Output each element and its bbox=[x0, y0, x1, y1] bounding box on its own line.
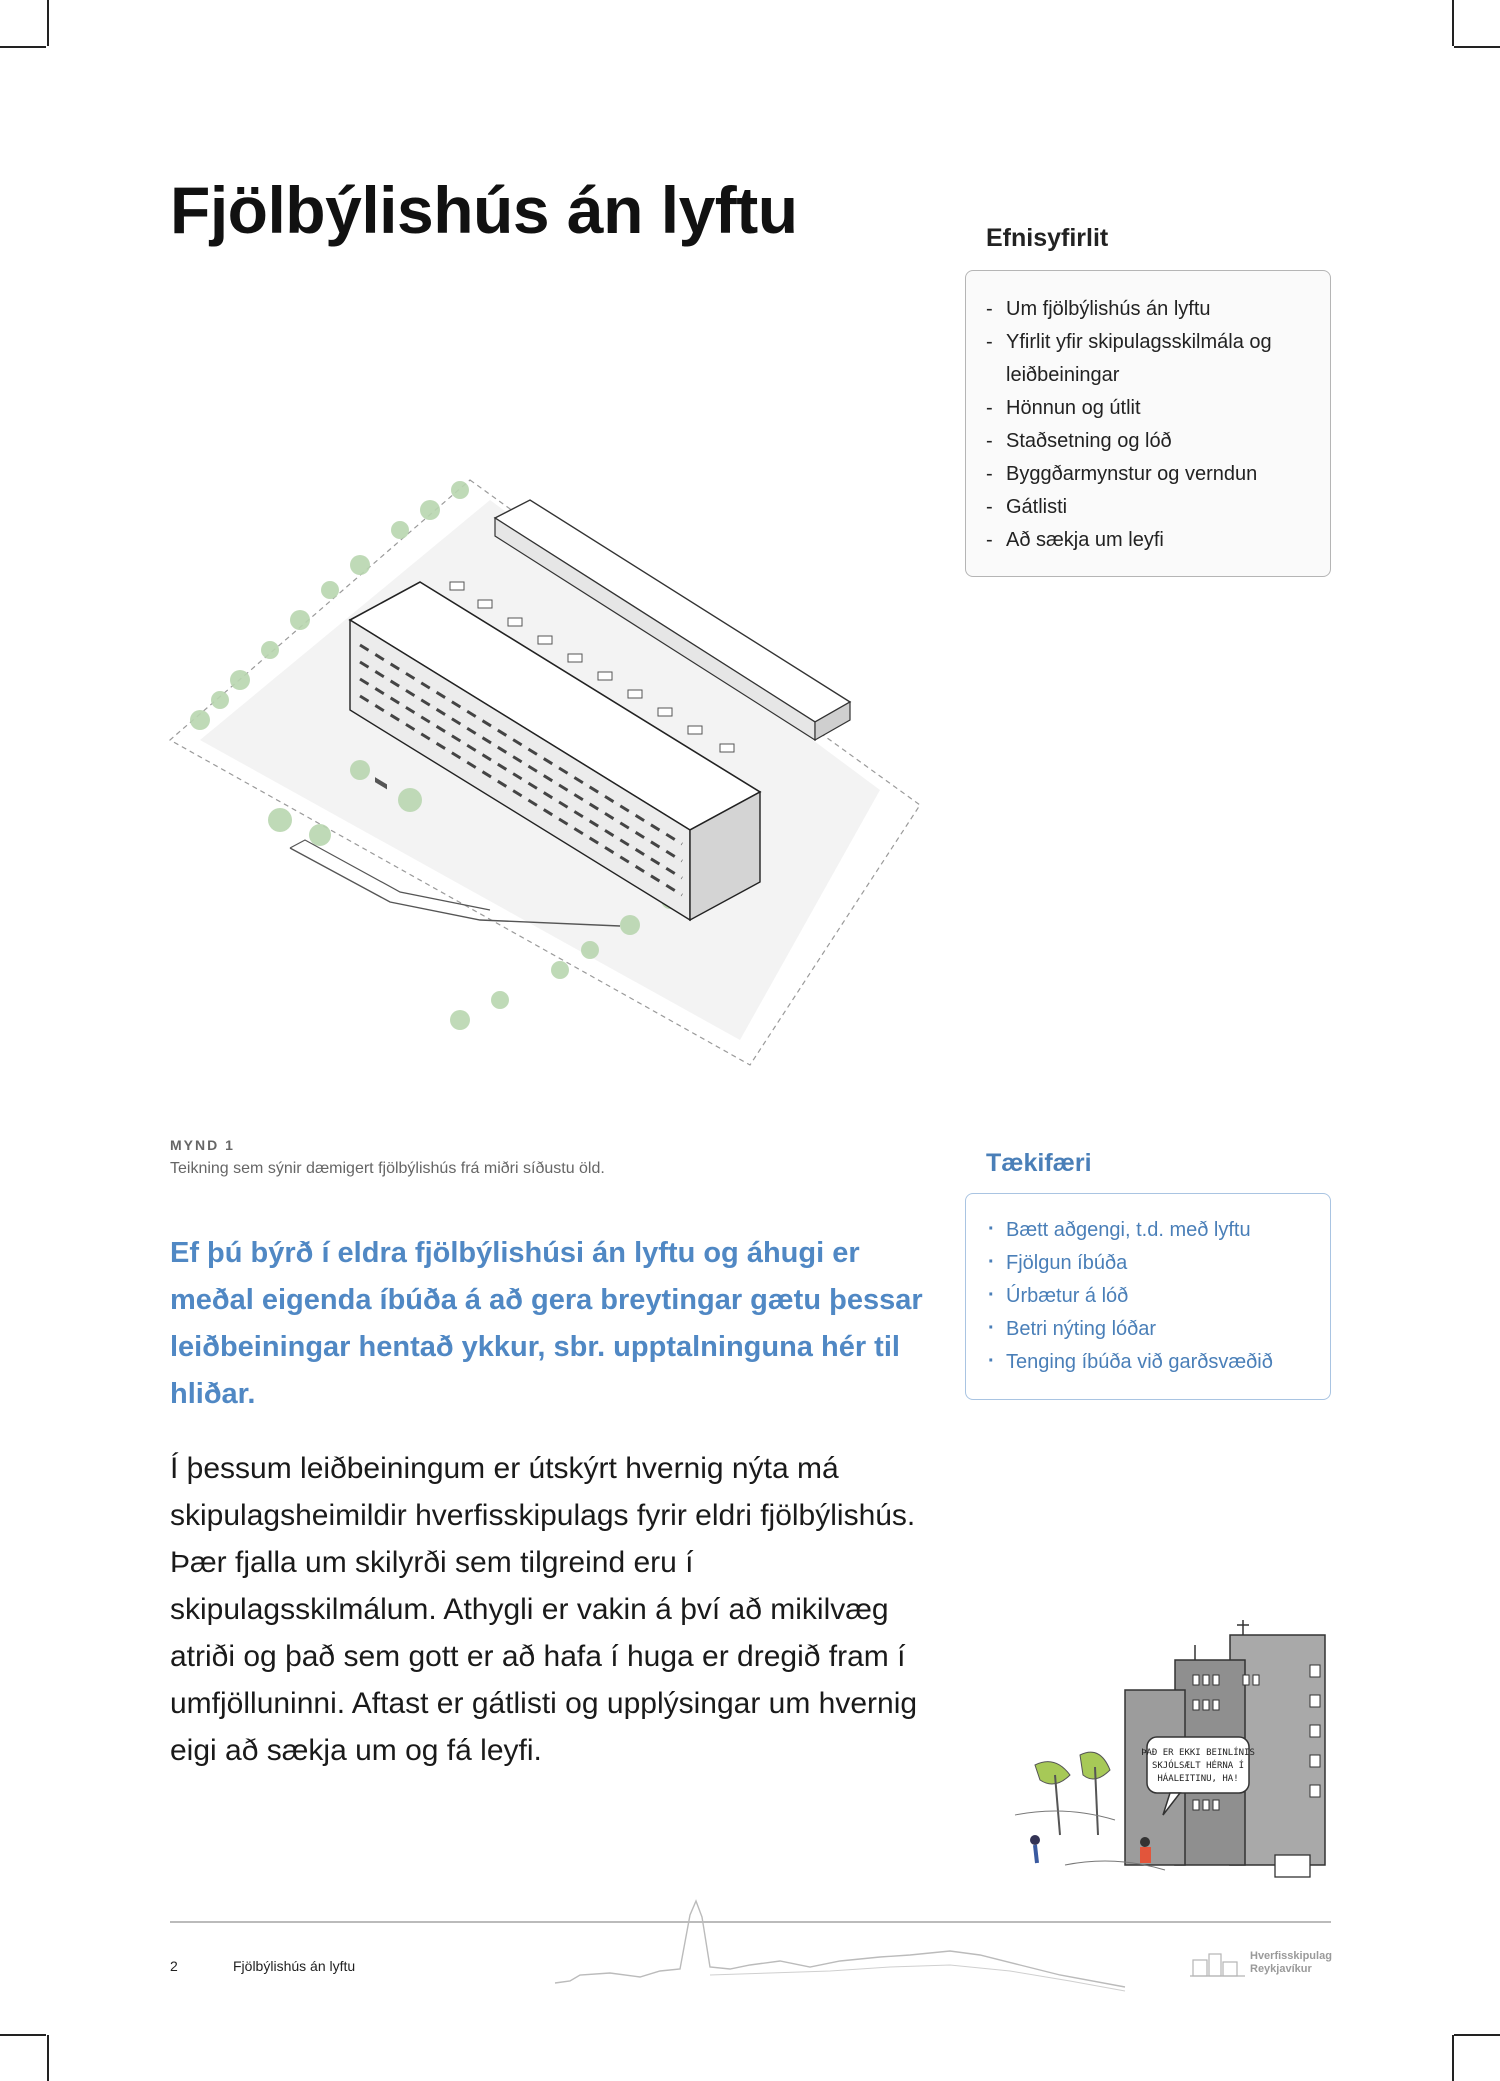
toc-item: - Um fjölbýlishús án lyftu bbox=[986, 293, 1312, 326]
crop-mark bbox=[47, 0, 49, 46]
page-number: 2 bbox=[170, 1958, 178, 1974]
logo-line: Reykjavíkur bbox=[1250, 1963, 1312, 1975]
crop-mark bbox=[1454, 46, 1500, 48]
toc-item: - Gátlisti bbox=[986, 491, 1312, 524]
opportunities-box bbox=[965, 1193, 1331, 1400]
speech-line: SKJÓLSÆLT HÉRNA Í bbox=[1151, 1761, 1245, 1771]
opportunity-item: · Bætt aðgengi, t.d. með lyftu bbox=[986, 1214, 1312, 1247]
toc-item: - Hönnun og útlit bbox=[986, 392, 1312, 425]
figure-caption: Teikning sem sýnir dæmigert fjölbýlishús frá miðri síðustu öld. bbox=[170, 1160, 605, 1177]
crop-mark bbox=[1452, 2035, 1454, 2081]
toc-item: - Staðsetning og lóð bbox=[986, 425, 1312, 458]
toc-item: - Byggðarmynstur og verndun bbox=[986, 458, 1312, 491]
toc-heading: Efnisyfirlit bbox=[986, 224, 1109, 252]
footer-logo-text bbox=[1250, 1950, 1332, 1976]
body-paragraph: Í þessum leiðbeiningum er útskýrt hvernig nýta má skipulagsheimildir hverfisskipulags fyrir eldri fjölbýlishús. Þær fjalla um skilyrði sem tilgreind eru í skipulagsskilmálum. Athygli er vakin á því að mikilvæg atriði og það sem gott er að hafa í huga er dregið fram í umfjölluninni. Aftast er gátlisti og upplýsingar um hvernig eigi að sækja um og fá leyfi. bbox=[170, 1452, 918, 1767]
speech-line: HÁALEITINU, HA! bbox=[1157, 1774, 1239, 1784]
toc-box bbox=[965, 270, 1331, 577]
skyline-icon bbox=[550, 1895, 1130, 1995]
toc-item: - Yfirlit yfir skipulagsskilmála og leiðbeiningar bbox=[986, 326, 1312, 392]
opportunities-list bbox=[986, 1214, 1312, 1379]
speech-line: ÞAÐ ER EKKI BEINLÍNIS bbox=[1141, 1748, 1255, 1758]
building-illustration bbox=[160, 470, 930, 1070]
crop-mark bbox=[1454, 2034, 1500, 2036]
crop-mark bbox=[0, 2034, 46, 2036]
logo-line: Hverfisskipulag bbox=[1250, 1950, 1332, 1962]
figure-label: MYND 1 bbox=[170, 1137, 235, 1153]
opportunity-item: · Úrbætur á lóð bbox=[986, 1280, 1312, 1313]
opportunity-item: · Betri nýting lóðar bbox=[986, 1313, 1312, 1346]
page-title: Fjölbýlishús án lyftu bbox=[170, 173, 798, 247]
toc-item: - Að sækja um leyfi bbox=[986, 524, 1312, 557]
opportunity-item: · Fjölgun íbúða bbox=[986, 1247, 1312, 1280]
crop-mark bbox=[1452, 0, 1454, 46]
crop-mark bbox=[47, 2035, 49, 2081]
opportunity-item: · Tenging íbúða við garðsvæðið bbox=[986, 1346, 1312, 1379]
toc-list bbox=[986, 293, 1312, 557]
footer-title: Fjölbýlishús án lyftu bbox=[233, 1958, 356, 1974]
crop-mark bbox=[0, 46, 46, 48]
lead-paragraph: Ef þú býrð í eldra fjölbýlishúsi án lyftu og áhugi er meðal eigenda íbúða á að gera breytingar gætu þessar leiðbeiningar hentað ykkur, sbr. upptalninguna hér til hliðar. bbox=[170, 1237, 923, 1410]
cartoon-illustration bbox=[995, 1615, 1335, 1895]
opportunities-heading: Tækifæri bbox=[986, 1149, 1092, 1177]
